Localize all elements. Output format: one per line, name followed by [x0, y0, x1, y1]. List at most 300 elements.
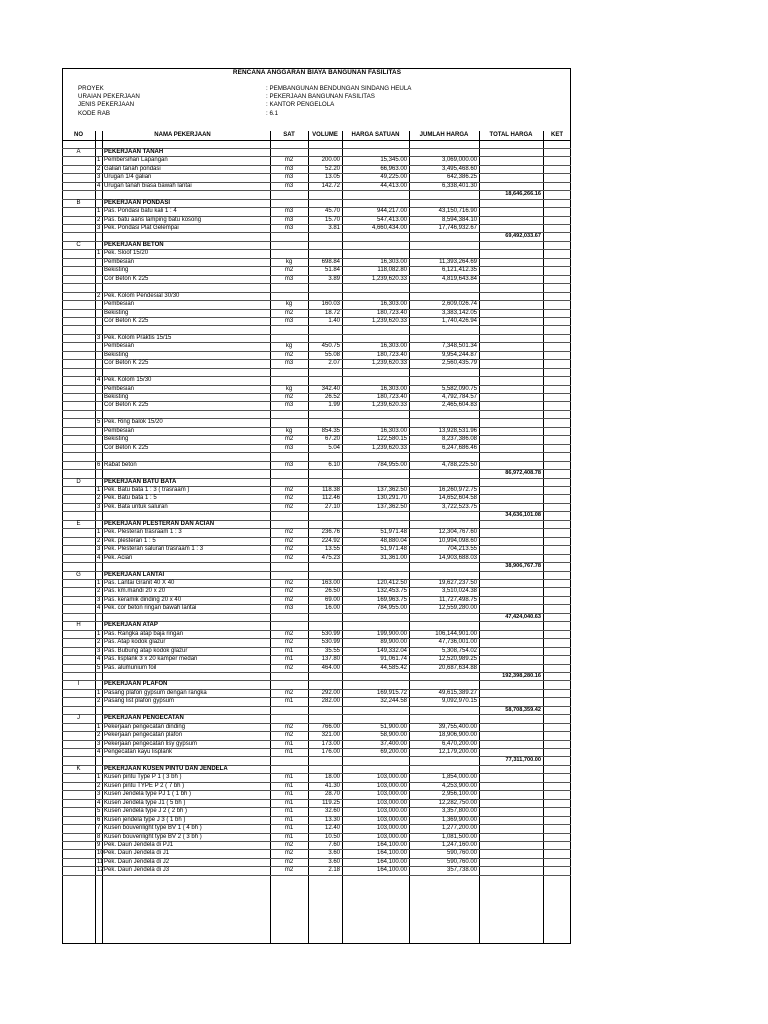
cell-total: [479, 799, 543, 807]
cell-unit-price: [342, 368, 409, 376]
cell-amount: [409, 199, 479, 207]
cell-unit-price: 16,303.00: [342, 385, 409, 393]
cell-unit-price: [342, 199, 409, 207]
cell-note: [543, 267, 571, 275]
table-row: [62, 410, 571, 418]
cell-amount: 11,393,264.69: [409, 258, 479, 266]
cell-volume: [308, 715, 342, 723]
cell-item-no: [95, 436, 102, 444]
cell-volume: 3.81: [308, 225, 342, 233]
cell-description: PEKERJAAN ATAP: [102, 622, 270, 630]
cell-note: [543, 546, 571, 554]
cell-note: [543, 723, 571, 731]
cell-description: [102, 613, 270, 621]
cell-note: [543, 410, 571, 418]
table-row: [62, 503, 571, 511]
cell-unit-price: 122,580.15: [342, 436, 409, 444]
table-row: [62, 216, 571, 224]
cell-note: [543, 402, 571, 410]
cell-description: [102, 757, 270, 765]
header-volume: VOLUME: [308, 131, 342, 140]
cell-total: [479, 402, 543, 410]
cell-amount: 6,247,686.46: [409, 444, 479, 452]
cell-section: [62, 419, 95, 427]
cell-amount: 43,150,716.90: [409, 208, 479, 216]
cell-note: [543, 436, 571, 444]
cell-unit: m2: [270, 850, 308, 858]
cell-volume: [308, 706, 342, 714]
table-row: [62, 774, 571, 782]
table-row: [62, 427, 571, 435]
cell-note: [543, 765, 571, 773]
cell-note: [543, 563, 571, 571]
cell-description: [102, 284, 270, 292]
cell-unit-price: 103,000.00: [342, 774, 409, 782]
cell-total: [479, 241, 543, 249]
cell-description: PEKERJAAN BATU BATA: [102, 478, 270, 486]
table-row: [62, 444, 571, 452]
cell-total: [479, 546, 543, 554]
cell-note: [543, 512, 571, 520]
cell-item-no: 1: [97, 774, 101, 781]
cell-unit: m2: [270, 596, 308, 604]
cell-volume: [308, 140, 342, 148]
cell-volume: 698.84: [308, 258, 342, 266]
cell-unit: m2: [270, 664, 308, 672]
cell-amount: [409, 334, 479, 342]
cell-volume: [308, 233, 342, 241]
cell-item-no: 6: [97, 816, 101, 823]
cell-item-no: [95, 563, 102, 571]
cell-amount: 9,092,970.15: [409, 698, 479, 706]
cell-amount: 3,510,024.38: [409, 588, 479, 596]
cell-amount: 2,956,100.00: [409, 791, 479, 799]
cell-volume: [308, 478, 342, 486]
cell-description: Pas. lisplank 3 x 20 kamper medan: [102, 656, 270, 664]
cell-total: [479, 165, 543, 173]
cell-unit: m3: [270, 360, 308, 368]
cell-unit-price: 66,963.00: [342, 165, 409, 173]
cell-section: I: [62, 681, 95, 689]
cell-total: 58,708,359.42: [479, 706, 543, 714]
cell-item-no: 1: [97, 579, 101, 586]
cell-section: [62, 470, 95, 478]
cell-description: Pek. Bata untuk saluran: [102, 503, 270, 511]
cell-note: [543, 140, 571, 148]
cell-amount: 16,260,972.75: [409, 486, 479, 494]
cell-volume: 282.00: [308, 698, 342, 706]
cell-total: [479, 740, 543, 748]
cell-item-no: [95, 394, 102, 402]
cell-unit-price: 4,660,434.00: [342, 225, 409, 233]
cell-total: [479, 605, 543, 613]
cell-volume: 6.10: [308, 461, 342, 469]
cell-volume: 292.00: [308, 689, 342, 697]
cell-unit-price: [342, 622, 409, 630]
cell-section: J: [62, 715, 95, 723]
cell-unit: m2: [270, 579, 308, 587]
info-label: PROYEK: [78, 85, 104, 92]
cell-volume: 530.99: [308, 630, 342, 638]
cell-item-no: 12: [97, 867, 104, 874]
cell-unit-price: [342, 613, 409, 621]
cell-description: [102, 563, 270, 571]
table-row: [62, 351, 571, 359]
info-value: : PEKERJAAN BANGUNAN FASILITAS: [266, 93, 375, 101]
cell-section: [62, 343, 95, 351]
cell-amount: [409, 715, 479, 723]
cell-unit: m2: [270, 639, 308, 647]
cell-description: Pek. Sloof 15/20: [102, 250, 270, 258]
cell-section: [62, 664, 95, 672]
cell-amount: [409, 613, 479, 621]
budget-table: [62, 131, 571, 876]
cell-note: [543, 208, 571, 216]
cell-amount: 39,755,400.00: [409, 723, 479, 731]
cell-amount: [409, 563, 479, 571]
cell-section: [62, 351, 95, 359]
cell-note: [543, 681, 571, 689]
cell-unit-price: [342, 233, 409, 241]
cell-item-no: 2: [97, 732, 101, 739]
cell-unit: m2: [270, 267, 308, 275]
cell-total: [479, 664, 543, 672]
cell-section: [62, 216, 95, 224]
cell-note: [543, 309, 571, 317]
cell-unit: m1: [270, 808, 308, 816]
cell-total: [479, 858, 543, 866]
cell-note: [543, 825, 571, 833]
cell-description: [102, 453, 270, 461]
cell-unit: [270, 284, 308, 292]
cell-note: [543, 343, 571, 351]
cell-note: [543, 199, 571, 207]
cell-note: [543, 596, 571, 604]
cell-section: A: [62, 148, 95, 156]
cell-section: [62, 410, 95, 418]
cell-unit-price: 103,000.00: [342, 791, 409, 799]
cell-item-no: 2: [97, 698, 101, 705]
cell-note: [543, 588, 571, 596]
cell-section: [62, 309, 95, 317]
cell-total: [479, 216, 543, 224]
cell-unit-price: [342, 470, 409, 478]
cell-total: [479, 157, 543, 165]
cell-item-no: 3: [97, 546, 101, 553]
cell-note: [543, 605, 571, 613]
cell-amount: 3,069,000.00: [409, 157, 479, 165]
cell-unit-price: [342, 512, 409, 520]
cell-unit: m3: [270, 208, 308, 216]
cell-description: Pekerjaan pengecatan plafon: [102, 732, 270, 740]
cell-description: Kusen Jendela type J1 ( 5 bh ): [102, 799, 270, 807]
cell-note: [543, 529, 571, 537]
table-row: [62, 233, 571, 241]
cell-section: [62, 529, 95, 537]
cell-section: [62, 444, 95, 452]
cell-volume: 5.04: [308, 444, 342, 452]
document-title: RENCANA ANGGARAN BIAYA BANGUNAN FASILITAS: [232, 69, 402, 76]
cell-total: [479, 208, 543, 216]
cell-unit-price: 180,723.40: [342, 351, 409, 359]
cell-volume: 67.20: [308, 436, 342, 444]
cell-unit-price: 137,362.50: [342, 503, 409, 511]
cell-unit-price: 164,100.00: [342, 867, 409, 875]
cell-unit: m1: [270, 825, 308, 833]
table-row: [62, 850, 571, 858]
cell-unit-price: 944,217.00: [342, 208, 409, 216]
cell-unit: m2: [270, 842, 308, 850]
cell-total: [479, 782, 543, 790]
cell-item-no: [95, 765, 102, 773]
cell-unit-price: 164,100.00: [342, 850, 409, 858]
cell-description: Pek. Daun Jendela di PJ1: [102, 842, 270, 850]
table-row: [62, 495, 571, 503]
cell-note: [543, 258, 571, 266]
cell-note: [543, 833, 571, 841]
cell-amount: [409, 284, 479, 292]
cell-amount: 12,520,989.25: [409, 656, 479, 664]
cell-amount: 19,627,237.50: [409, 579, 479, 587]
cell-unit: m2: [270, 723, 308, 731]
cell-note: [543, 250, 571, 258]
cell-section: [62, 563, 95, 571]
cell-unit-price: 16,303.00: [342, 258, 409, 266]
cell-unit: m2: [270, 436, 308, 444]
cell-description: PEKERJAAN PLESTERAN DAN ACIAN: [102, 520, 270, 528]
cell-unit: m3: [270, 165, 308, 173]
cell-note: [543, 579, 571, 587]
cell-total: [479, 596, 543, 604]
cell-total: [479, 199, 543, 207]
cell-item-no: [95, 343, 102, 351]
cell-unit: [270, 199, 308, 207]
cell-amount: 2,465,604.83: [409, 402, 479, 410]
cell-unit-price: 49,225.00: [342, 174, 409, 182]
cell-amount: [409, 233, 479, 241]
cell-section: [62, 275, 95, 283]
cell-unit-price: [342, 563, 409, 571]
cell-section: [62, 842, 95, 850]
cell-amount: 8,594,384.10: [409, 216, 479, 224]
cell-unit: m2: [270, 529, 308, 537]
cell-total: [479, 419, 543, 427]
cell-total: [479, 258, 543, 266]
cell-note: [543, 554, 571, 562]
cell-unit-price: 1,239,620.33: [342, 275, 409, 283]
cell-note: [543, 148, 571, 156]
cell-volume: 13.55: [308, 546, 342, 554]
cell-amount: 1,081,500.00: [409, 833, 479, 841]
cell-unit: [270, 706, 308, 714]
table-row: [62, 309, 571, 317]
cell-section: [62, 588, 95, 596]
cell-amount: 6,121,412.35: [409, 267, 479, 275]
cell-item-no: 7: [97, 825, 101, 832]
cell-amount: 3,383,142.05: [409, 309, 479, 317]
cell-amount: 106,144,901.00: [409, 630, 479, 638]
cell-description: Kusen bouvenlight type BV 1 ( 4 bh ): [102, 825, 270, 833]
cell-unit: [270, 571, 308, 579]
cell-volume: [308, 757, 342, 765]
cell-item-no: 1: [97, 250, 101, 257]
table-row: [62, 250, 571, 258]
table-row: [62, 368, 571, 376]
cell-total: [479, 351, 543, 359]
cell-unit-price: 1,239,620.33: [342, 402, 409, 410]
cell-volume: [308, 250, 342, 258]
cell-total: [479, 317, 543, 325]
cell-section: [62, 656, 95, 664]
cell-item-no: 2: [97, 292, 101, 299]
table-row: [62, 148, 571, 156]
table-row: [62, 258, 571, 266]
cell-unit: [270, 419, 308, 427]
cell-unit-price: [342, 191, 409, 199]
cell-section: [62, 774, 95, 782]
cell-note: [543, 453, 571, 461]
cell-note: [543, 571, 571, 579]
cell-amount: 12,282,750.00: [409, 799, 479, 807]
cell-amount: [409, 757, 479, 765]
cell-volume: [308, 199, 342, 207]
cell-volume: 3.60: [308, 858, 342, 866]
cell-item-no: 4: [97, 377, 101, 384]
cell-description: Pek. plesteran 1 : 5: [102, 537, 270, 545]
cell-total: [479, 284, 543, 292]
cell-volume: 7.60: [308, 842, 342, 850]
cell-amount: 49,615,389.27: [409, 689, 479, 697]
cell-note: [543, 749, 571, 757]
cell-description: Pas. batu aans lamping batu kosong: [102, 216, 270, 224]
cell-unit: m3: [270, 216, 308, 224]
cell-unit: [270, 410, 308, 418]
cell-amount: [409, 681, 479, 689]
cell-item-no: 3: [97, 596, 101, 603]
cell-unit: m3: [270, 461, 308, 469]
cell-amount: 6,338,401.30: [409, 182, 479, 190]
cell-amount: 3,495,468.60: [409, 165, 479, 173]
cell-item-no: [95, 681, 102, 689]
cell-total: [479, 681, 543, 689]
cell-description: PEKERJAAN BETON: [102, 241, 270, 249]
cell-description: [102, 470, 270, 478]
cell-description: Pek. Plesteran saluran trasraam 1 : 3: [102, 546, 270, 554]
cell-unit-price: 132,453.75: [342, 588, 409, 596]
cell-item-no: [95, 427, 102, 435]
cell-item-no: 1: [97, 529, 101, 536]
cell-unit-price: 51,971.48: [342, 546, 409, 554]
cell-note: [543, 275, 571, 283]
cell-amount: 13,928,531.96: [409, 427, 479, 435]
cell-unit: [270, 453, 308, 461]
table-row: [62, 182, 571, 190]
cell-description: [102, 326, 270, 334]
header-ket: KET: [543, 131, 571, 140]
cell-total: [479, 225, 543, 233]
table-row: [62, 765, 571, 773]
cell-note: [543, 774, 571, 782]
cell-section: K: [62, 765, 95, 773]
cell-section: [62, 833, 95, 841]
cell-unit: m1: [270, 791, 308, 799]
cell-total: 38,906,767.78: [479, 563, 543, 571]
cell-total: [479, 503, 543, 511]
cell-item-no: [95, 470, 102, 478]
cell-total: [479, 825, 543, 833]
cell-section: [62, 867, 95, 875]
cell-volume: 51.84: [308, 267, 342, 275]
cell-note: [543, 782, 571, 790]
cell-unit-price: [342, 706, 409, 714]
table-row: [62, 284, 571, 292]
table-row: [62, 656, 571, 664]
cell-unit: [270, 613, 308, 621]
cell-volume: [308, 622, 342, 630]
table-row: [62, 647, 571, 655]
cell-section: [62, 427, 95, 435]
cell-volume: 475.23: [308, 554, 342, 562]
table-row: [62, 571, 571, 579]
cell-total: [479, 250, 543, 258]
cell-unit-price: [342, 520, 409, 528]
cell-amount: [409, 571, 479, 579]
cell-note: [543, 486, 571, 494]
cell-description: PEKERJAAN PONDASI: [102, 199, 270, 207]
cell-item-no: 4: [97, 182, 101, 189]
cell-note: [543, 385, 571, 393]
cell-unit: m2: [270, 351, 308, 359]
cell-unit-price: 48,880.04: [342, 537, 409, 545]
cell-total: [479, 571, 543, 579]
cell-description: Kusen bouvenlight type BV 2 ( 3 bh ): [102, 833, 270, 841]
cell-note: [543, 622, 571, 630]
cell-unit-price: 120,412.50: [342, 579, 409, 587]
cell-volume: 2.18: [308, 867, 342, 875]
cell-description: Bekisting: [102, 351, 270, 359]
cell-volume: [308, 241, 342, 249]
cell-volume: 173.00: [308, 740, 342, 748]
cell-item-no: [95, 360, 102, 368]
cell-total: [479, 174, 543, 182]
cell-volume: 142.72: [308, 182, 342, 190]
cell-unit-price: 44,585.42: [342, 664, 409, 672]
cell-section: [62, 672, 95, 680]
cell-total: [479, 689, 543, 697]
cell-description: PEKERJAAN LANTAI: [102, 571, 270, 579]
cell-unit: m1: [270, 782, 308, 790]
cell-description: PEKERJAAN PLAFON: [102, 681, 270, 689]
cell-description: Pek. Daun Jendela di J1: [102, 850, 270, 858]
cell-unit-price: [342, 292, 409, 300]
cell-unit: [270, 140, 308, 148]
cell-note: [543, 444, 571, 452]
cell-total: [479, 842, 543, 850]
cell-unit: m2: [270, 394, 308, 402]
cell-unit-price: 103,000.00: [342, 808, 409, 816]
cell-note: [543, 478, 571, 486]
cell-volume: [308, 292, 342, 300]
cell-section: B: [62, 199, 95, 207]
cell-volume: 13.30: [308, 816, 342, 824]
header-nama-pekerjaan: NAMA PEKERJAAN: [95, 131, 270, 140]
cell-total: [479, 588, 543, 596]
cell-amount: [409, 520, 479, 528]
cell-item-no: [95, 385, 102, 393]
table-row: [62, 791, 571, 799]
cell-volume: [308, 334, 342, 342]
cell-unit-price: 169,963.75: [342, 596, 409, 604]
